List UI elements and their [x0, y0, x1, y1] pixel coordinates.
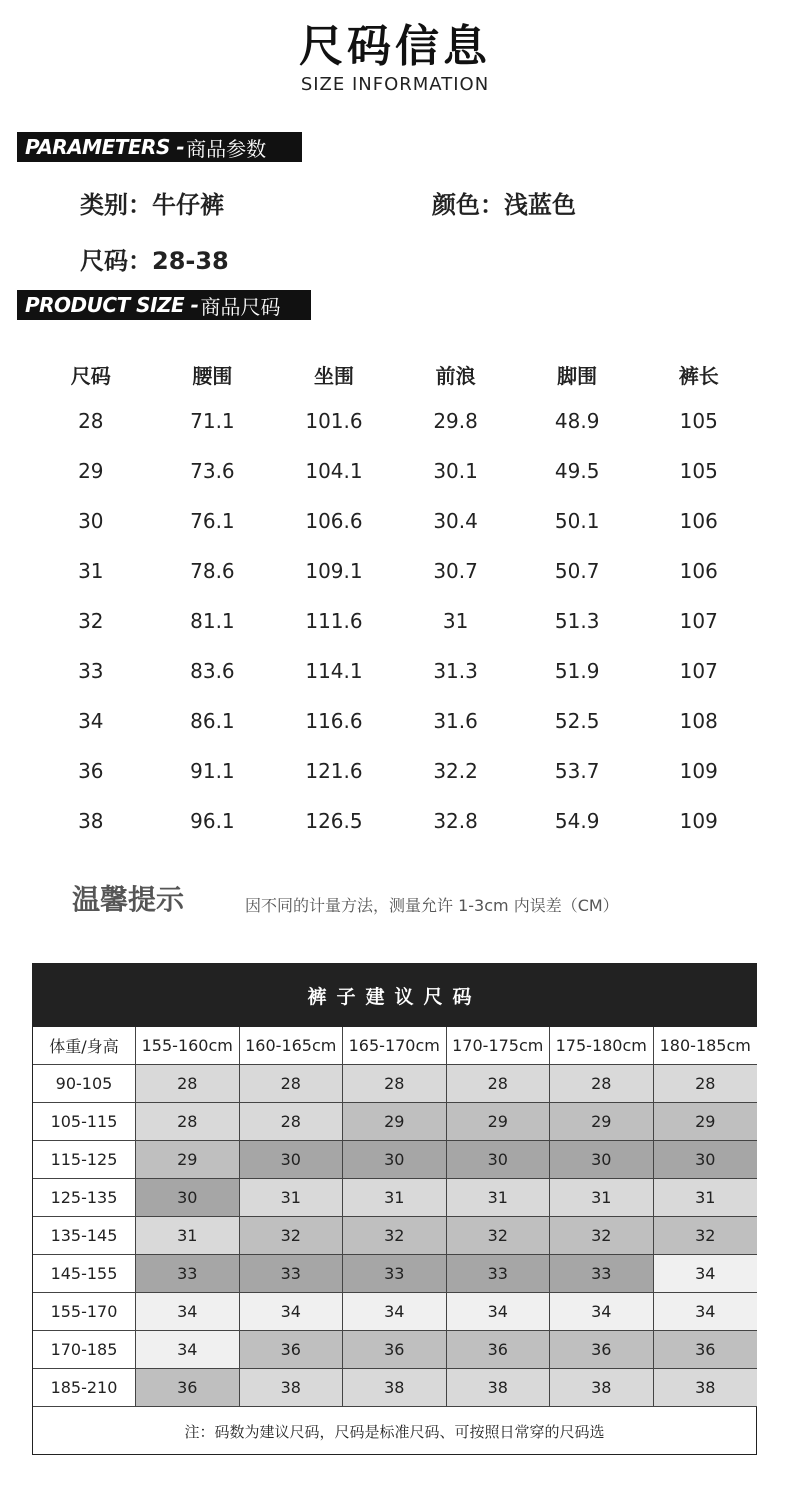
size-table-cell: 71.1 — [190, 409, 235, 433]
size-table-cell: 38 — [78, 809, 104, 833]
size-table-cell: 83.6 — [190, 659, 235, 683]
recommend-cell: 31 — [136, 1217, 240, 1255]
recommend-cell: 28 — [240, 1103, 344, 1141]
recommend-cell: 38 — [447, 1369, 551, 1407]
height-header: 165-170cm — [343, 1027, 447, 1065]
size-table-cell: 48.9 — [554, 409, 600, 433]
recommend-cell: 33 — [240, 1255, 344, 1293]
size-range-param: 尺码：28-38 — [80, 247, 229, 275]
recommend-cell: 30 — [343, 1141, 447, 1179]
recommend-cell: 28 — [240, 1065, 344, 1103]
size-table-cell: 111.6 — [305, 609, 363, 633]
size-table-cell: 105 — [679, 459, 718, 483]
recommend-cell: 28 — [136, 1065, 240, 1103]
size-table-cell: 116.6 — [305, 709, 363, 733]
tip-text: 因不同的计量方法，测量允许 1-3cm 内误差（CM） — [245, 896, 619, 915]
recommend-cell: 29 — [136, 1141, 240, 1179]
recommend-cell: 34 — [240, 1293, 344, 1331]
size-table-cell: 31 — [442, 609, 469, 633]
weight-label: 185-210 — [33, 1369, 136, 1407]
recommend-cell: 36 — [654, 1331, 758, 1369]
size-table-cell: 31.6 — [433, 709, 478, 733]
recommend-cell: 33 — [550, 1255, 654, 1293]
size-table-cell: 106 — [679, 509, 718, 533]
parameters-label-en: PARAMETERS - — [25, 135, 185, 159]
recommend-cell: 30 — [240, 1141, 344, 1179]
weight-label: 145-155 — [33, 1255, 136, 1293]
size-table-header — [30, 352, 760, 396]
size-table-row — [30, 396, 760, 446]
size-table-cell: 28 — [78, 409, 104, 433]
size-table-cell: 49.5 — [554, 459, 600, 483]
size-table-cell: 107 — [679, 609, 718, 633]
size-table-row — [30, 446, 760, 496]
recommend-cell: 28 — [343, 1065, 447, 1103]
recommend-cell: 28 — [447, 1065, 551, 1103]
weight-label: 125-135 — [33, 1179, 136, 1217]
size-table-cell: 81.1 — [190, 609, 235, 633]
size-table-cell: 51.9 — [554, 659, 600, 683]
recommend-cell: 33 — [136, 1255, 240, 1293]
recommend-cell: 29 — [550, 1103, 654, 1141]
weight-label: 135-145 — [33, 1217, 136, 1255]
weight-label: 115-125 — [33, 1141, 136, 1179]
product-size-label-cn: 商品尺码 — [200, 294, 281, 319]
size-table-cell: 32.8 — [433, 809, 478, 833]
recommend-cell: 30 — [447, 1141, 551, 1179]
weight-label: 155-170 — [33, 1293, 136, 1331]
tip-title: 温馨提示 — [72, 883, 185, 916]
recommend-cell: 36 — [550, 1331, 654, 1369]
recommend-cell: 31 — [240, 1179, 344, 1217]
size-table-cell: 73.6 — [190, 459, 235, 483]
recommend-cell: 38 — [343, 1369, 447, 1407]
size-table-cell: 30.1 — [433, 459, 478, 483]
recommend-cell: 31 — [654, 1179, 758, 1217]
recommend-cell: 32 — [654, 1217, 758, 1255]
size-column-header: 腰围 — [192, 363, 233, 388]
recommend-grid — [33, 1027, 756, 1407]
size-table-cell: 101.6 — [305, 409, 363, 433]
size-table-row — [30, 546, 760, 596]
height-header: 170-175cm — [447, 1027, 551, 1065]
parameters-banner — [17, 132, 302, 162]
size-table-cell: 107 — [679, 659, 718, 683]
size-column-header: 裤长 — [678, 363, 719, 388]
size-table-cell: 50.1 — [554, 509, 600, 533]
product-size-table — [30, 352, 760, 846]
recommend-cell: 34 — [136, 1331, 240, 1369]
weight-label: 170-185 — [33, 1331, 136, 1369]
recommend-cell: 32 — [550, 1217, 654, 1255]
recommend-cell: 29 — [654, 1103, 758, 1141]
size-table-cell: 34 — [78, 709, 104, 733]
recommend-cell: 29 — [447, 1103, 551, 1141]
size-table-cell: 108 — [679, 709, 718, 733]
weight-label: 90-105 — [33, 1065, 136, 1103]
recommend-cell: 36 — [136, 1369, 240, 1407]
recommend-cell: 28 — [136, 1103, 240, 1141]
recommend-cell: 38 — [550, 1369, 654, 1407]
size-table-row — [30, 696, 760, 746]
recommend-cell: 32 — [447, 1217, 551, 1255]
size-table-cell: 53.7 — [554, 759, 600, 783]
recommend-cell: 34 — [136, 1293, 240, 1331]
size-table-cell: 106 — [679, 559, 718, 583]
size-table-cell: 52.5 — [554, 709, 600, 733]
size-table-cell: 121.6 — [305, 759, 363, 783]
product-size-label-en: PRODUCT SIZE - — [25, 293, 199, 317]
size-table-cell: 109 — [679, 759, 718, 783]
category-param: 类别：牛仔裤 — [80, 191, 224, 219]
parameters-label-cn: 商品参数 — [186, 136, 267, 161]
size-table-cell: 31.3 — [433, 659, 478, 683]
recommend-note: 注：码数为建议尺码，尺码是标准尺码、可按照日常穿的尺码选 — [184, 1423, 605, 1441]
size-table-row — [30, 596, 760, 646]
size-table-cell: 32 — [78, 609, 104, 633]
recommend-cell: 30 — [654, 1141, 758, 1179]
size-table-cell: 105 — [679, 409, 718, 433]
recommend-cell: 38 — [240, 1369, 344, 1407]
recommend-cell: 30 — [550, 1141, 654, 1179]
recommend-cell: 34 — [654, 1255, 758, 1293]
size-table-cell: 91.1 — [190, 759, 235, 783]
size-table-row — [30, 746, 760, 796]
size-table-cell: 96.1 — [190, 809, 235, 833]
color-param: 颜色：浅蓝色 — [432, 191, 576, 219]
recommend-cell: 33 — [343, 1255, 447, 1293]
recommend-size-table — [32, 963, 757, 1455]
recommend-cell: 32 — [240, 1217, 344, 1255]
size-table-row — [30, 796, 760, 846]
size-table-cell: 32.2 — [433, 759, 478, 783]
size-table-cell: 30.7 — [433, 559, 478, 583]
size-table-cell: 30 — [78, 509, 104, 533]
size-table-cell: 104.1 — [305, 459, 363, 483]
size-table-cell: 50.7 — [554, 559, 600, 583]
size-table-row — [30, 646, 760, 696]
recommend-cell: 38 — [654, 1369, 758, 1407]
height-header: 155-160cm — [136, 1027, 240, 1065]
size-table-cell: 51.3 — [554, 609, 600, 633]
recommend-cell: 34 — [550, 1293, 654, 1331]
size-table-cell: 36 — [78, 759, 104, 783]
product-size-banner — [17, 290, 311, 320]
recommend-title: 裤子建议尺码 — [33, 964, 756, 1027]
recommend-cell: 36 — [447, 1331, 551, 1369]
size-table-cell: 54.9 — [554, 809, 600, 833]
recommend-cell: 36 — [343, 1331, 447, 1369]
recommend-cell: 28 — [654, 1065, 758, 1103]
size-column-header: 尺码 — [70, 363, 111, 388]
height-header: 160-165cm — [240, 1027, 344, 1065]
recommend-cell: 34 — [447, 1293, 551, 1331]
size-table-cell: 30.4 — [433, 509, 478, 533]
size-table-cell: 114.1 — [305, 659, 363, 683]
weight-label: 105-115 — [33, 1103, 136, 1141]
size-table-cell: 33 — [78, 659, 104, 683]
size-column-header: 脚围 — [557, 363, 598, 388]
size-table-cell: 76.1 — [190, 509, 235, 533]
size-table-cell: 106.6 — [305, 509, 363, 533]
recommend-cell: 36 — [240, 1331, 344, 1369]
recommend-cell: 34 — [654, 1293, 758, 1331]
size-column-header: 前浪 — [435, 363, 476, 388]
recommend-cell: 33 — [447, 1255, 551, 1293]
height-header: 175-180cm — [550, 1027, 654, 1065]
size-table-cell: 78.6 — [190, 559, 235, 583]
recommend-cell: 28 — [550, 1065, 654, 1103]
size-table-cell: 86.1 — [190, 709, 235, 733]
height-header: 180-185cm — [654, 1027, 758, 1065]
recommend-cell: 30 — [136, 1179, 240, 1217]
size-table-cell: 29.8 — [433, 409, 478, 433]
recommend-cell: 31 — [550, 1179, 654, 1217]
size-table-cell: 109.1 — [305, 559, 363, 583]
size-table-row — [30, 496, 760, 546]
recommend-cell: 29 — [343, 1103, 447, 1141]
size-table-cell: 126.5 — [305, 809, 363, 833]
recommend-cell: 32 — [343, 1217, 447, 1255]
size-table-cell: 109 — [679, 809, 718, 833]
size-column-header: 坐围 — [313, 363, 354, 388]
corner-header: 体重/身高 — [33, 1027, 136, 1065]
recommend-cell: 34 — [343, 1293, 447, 1331]
page-title: 尺码信息 — [299, 21, 491, 72]
size-table-cell: 31 — [78, 559, 104, 583]
page-subtitle: SIZE INFORMATION — [300, 74, 490, 95]
recommend-cell: 31 — [343, 1179, 447, 1217]
recommend-cell: 31 — [447, 1179, 551, 1217]
size-table-cell: 29 — [78, 459, 104, 483]
